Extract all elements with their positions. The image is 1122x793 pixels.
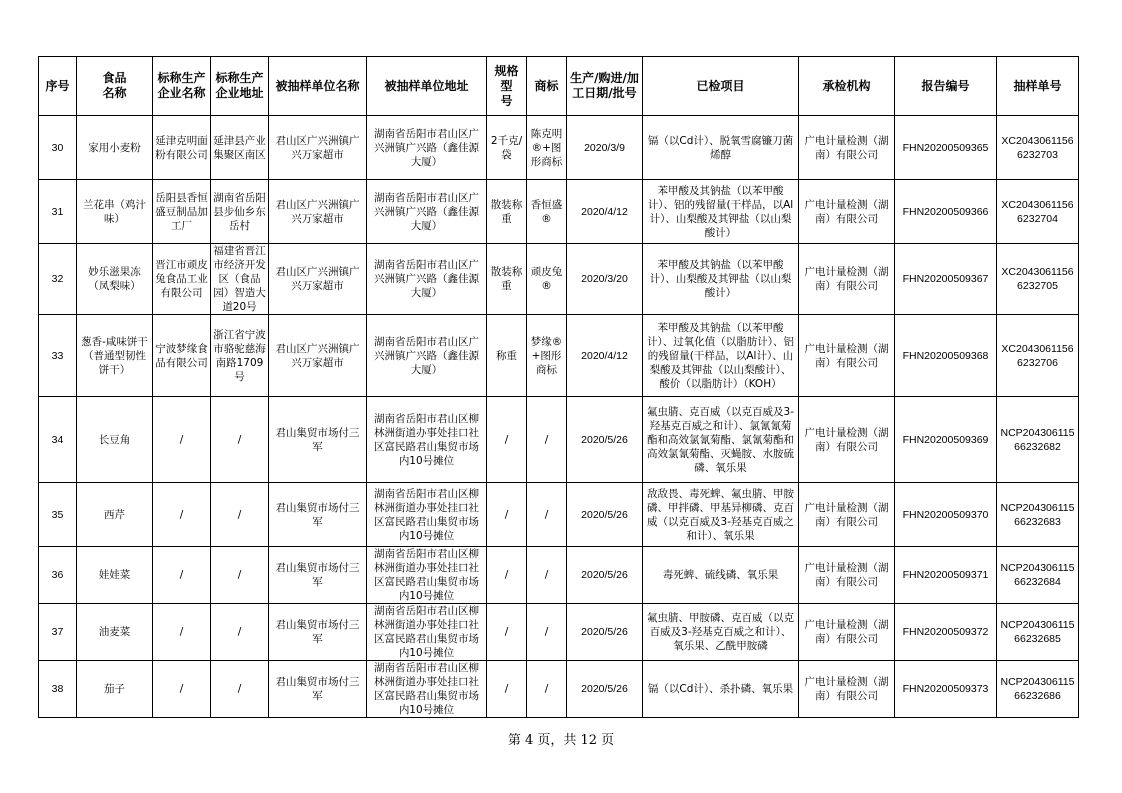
- cell-producer-address: 延津县产业集聚区南区: [211, 116, 269, 180]
- cell-report-number: FHN20200509368: [895, 315, 997, 397]
- header-food-name: 食品 名称: [77, 57, 153, 116]
- cell-seq: 37: [39, 604, 77, 661]
- cell-date: 2020/5/26: [567, 661, 643, 718]
- cell-spec: 2千克/袋: [487, 116, 527, 180]
- cell-report-number: FHN20200509373: [895, 661, 997, 718]
- cell-sample-number: NCP20430611566232685: [997, 604, 1079, 661]
- cell-report-number: FHN20200509367: [895, 244, 997, 315]
- cell-producer: 延津克明面粉有限公司: [153, 116, 211, 180]
- cell-tested-items: 镉（以Cd计）、脱氧雪腐镰刀菌烯醇: [643, 116, 799, 180]
- cell-sampled-unit: 君山集贸市场付三军: [269, 604, 367, 661]
- cell-date: 2020/5/26: [567, 604, 643, 661]
- table-row: [39, 315, 1079, 397]
- cell-food-name: 妙乐滋果冻（凤梨味）: [77, 244, 153, 315]
- cell-producer: /: [153, 604, 211, 661]
- cell-spec: /: [487, 661, 527, 718]
- header-producer: 标称生产 企业名称: [153, 57, 211, 116]
- cell-sample-number: NCP20430611566232684: [997, 547, 1079, 604]
- cell-producer: /: [153, 661, 211, 718]
- table-row: [39, 547, 1079, 604]
- cell-producer-address: /: [211, 661, 269, 718]
- table-row: [39, 661, 1079, 718]
- table-row: [39, 180, 1079, 244]
- cell-food-name: 茄子: [77, 661, 153, 718]
- cell-seq: 30: [39, 116, 77, 180]
- cell-seq: 32: [39, 244, 77, 315]
- cell-sample-number: XC20430611566232706: [997, 315, 1079, 397]
- cell-agency: 广电计量检测（湖南）有限公司: [799, 315, 895, 397]
- cell-seq: 33: [39, 315, 77, 397]
- cell-spec: /: [487, 397, 527, 483]
- cell-producer-address: /: [211, 604, 269, 661]
- cell-agency: 广电计量检测（湖南）有限公司: [799, 116, 895, 180]
- cell-producer: /: [153, 547, 211, 604]
- cell-sampled-address: 湖南省岳阳市君山区广兴洲镇广兴路（鑫佳源大厦）: [367, 244, 487, 315]
- cell-food-name: 娃娃菜: [77, 547, 153, 604]
- cell-food-name: 长豆角: [77, 397, 153, 483]
- cell-report-number: FHN20200509366: [895, 180, 997, 244]
- cell-sampled-unit: 君山区广兴洲镇广兴万家超市: [269, 180, 367, 244]
- cell-brand: /: [527, 483, 567, 547]
- cell-producer-address: /: [211, 483, 269, 547]
- cell-sample-number: XC20430611566232703: [997, 116, 1079, 180]
- cell-seq: 35: [39, 483, 77, 547]
- table-row: [39, 483, 1079, 547]
- cell-producer-address: 湖南省岳阳县步仙乡东岳村: [211, 180, 269, 244]
- header-brand: 商标: [527, 57, 567, 116]
- cell-agency: 广电计量检测（湖南）有限公司: [799, 483, 895, 547]
- cell-sample-number: XC20430611566232705: [997, 244, 1079, 315]
- cell-sampled-address: 湖南省岳阳市君山区广兴洲镇广兴路（鑫佳源大厦）: [367, 315, 487, 397]
- cell-date: 2020/5/26: [567, 397, 643, 483]
- cell-producer: 宁波梦缘食品有限公司: [153, 315, 211, 397]
- cell-seq: 34: [39, 397, 77, 483]
- cell-sampled-unit: 君山集贸市场付三军: [269, 483, 367, 547]
- cell-seq: 36: [39, 547, 77, 604]
- header-seq: 序号: [39, 57, 77, 116]
- cell-sampled-unit: 君山集贸市场付三军: [269, 397, 367, 483]
- cell-sampled-address: 湖南省岳阳市君山区柳林洲街道办事处挂口社区富民路君山集贸市场内10号摊位: [367, 547, 487, 604]
- cell-spec: 散装称重: [487, 180, 527, 244]
- cell-spec: /: [487, 547, 527, 604]
- cell-agency: 广电计量检测（湖南）有限公司: [799, 604, 895, 661]
- page-number-footer: 第 4 页，共 12 页: [507, 733, 615, 748]
- cell-date: 2020/4/12: [567, 180, 643, 244]
- header-sample-number: 抽样单号: [997, 57, 1079, 116]
- cell-agency: 广电计量检测（湖南）有限公司: [799, 244, 895, 315]
- cell-date: 2020/5/26: [567, 547, 643, 604]
- cell-agency: 广电计量检测（湖南）有限公司: [799, 397, 895, 483]
- cell-brand: /: [527, 547, 567, 604]
- cell-sample-number: NCP20430611566232683: [997, 483, 1079, 547]
- cell-tested-items: 苯甲酸及其钠盐（以苯甲酸计）、铝的残留量(干样品，以Al计）、山梨酸及其钾盐（以山梨酸计）: [643, 180, 799, 244]
- cell-tested-items: 苯甲酸及其钠盐（以苯甲酸计）、过氧化值（以脂肪计）、铝的残留量(干样品，以Al计）、山梨酸及其钾盐（以山梨酸计）、酸价（以脂肪计）（KOH）: [643, 315, 799, 397]
- cell-producer-address: /: [211, 397, 269, 483]
- header-sampled-address: 被抽样单位地址: [367, 57, 487, 116]
- cell-agency: 广电计量检测（湖南）有限公司: [799, 547, 895, 604]
- header-tested-items: 已检项目: [643, 57, 799, 116]
- table-header-row: [39, 57, 1079, 116]
- cell-spec: /: [487, 604, 527, 661]
- cell-brand: /: [527, 397, 567, 483]
- cell-sampled-unit: 君山区广兴洲镇广兴万家超市: [269, 116, 367, 180]
- cell-producer: 晋江市顽皮兔食品工业有限公司: [153, 244, 211, 315]
- cell-agency: 广电计量检测（湖南）有限公司: [799, 180, 895, 244]
- inspection-results-table: [38, 56, 1079, 718]
- cell-tested-items: 氟虫腈、克百威（以克百威及3-羟基克百威之和计）、氯氰氰菊酯和高效氯氰菊酯、氯氰菊酯和高效氯氰菊酯、灭蝇胺、水胺硫磷、氧乐果: [643, 397, 799, 483]
- header-report-number: 报告编号: [895, 57, 997, 116]
- cell-food-name: 葱香-咸味饼干（普通型韧性饼干）: [77, 315, 153, 397]
- cell-report-number: FHN20200509371: [895, 547, 997, 604]
- cell-seq: 31: [39, 180, 77, 244]
- cell-tested-items: 苯甲酸及其钠盐（以苯甲酸计）、山梨酸及其钾盐（以山梨酸计）: [643, 244, 799, 315]
- cell-spec: 散装称重: [487, 244, 527, 315]
- table-row: [39, 116, 1079, 180]
- cell-sampled-address: 湖南省岳阳市君山区柳林洲街道办事处挂口社区富民路君山集贸市场内10号摊位: [367, 604, 487, 661]
- cell-food-name: 家用小麦粉: [77, 116, 153, 180]
- cell-spec: /: [487, 483, 527, 547]
- cell-brand: 陈克明®+图形商标: [527, 116, 567, 180]
- cell-sampled-address: 湖南省岳阳市君山区柳林洲街道办事处挂口社区富民路君山集贸市场内10号摊位: [367, 483, 487, 547]
- cell-brand: /: [527, 661, 567, 718]
- cell-producer: /: [153, 483, 211, 547]
- cell-report-number: FHN20200509369: [895, 397, 997, 483]
- cell-brand: 顽皮兔®: [527, 244, 567, 315]
- header-sampled-unit: 被抽样单位名称: [269, 57, 367, 116]
- cell-sample-number: NCP20430611566232682: [997, 397, 1079, 483]
- cell-agency: 广电计量检测（湖南）有限公司: [799, 661, 895, 718]
- cell-date: 2020/3/20: [567, 244, 643, 315]
- header-date: 生产/购进/加 工日期/批号: [567, 57, 643, 116]
- cell-date: 2020/5/26: [567, 483, 643, 547]
- header-producer-address: 标称生产 企业地址: [211, 57, 269, 116]
- cell-seq: 38: [39, 661, 77, 718]
- cell-food-name: 油麦菜: [77, 604, 153, 661]
- cell-spec: 称重: [487, 315, 527, 397]
- cell-sample-number: NCP20430611566232686: [997, 661, 1079, 718]
- cell-sample-number: XC20430611566232704: [997, 180, 1079, 244]
- cell-tested-items: 敌敌畏、毒死蜱、氟虫腈、甲胺磷、甲拌磷、甲基异柳磷、克百威（以克百威及3-羟基克百威之和计）、氧乐果: [643, 483, 799, 547]
- cell-report-number: FHN20200509372: [895, 604, 997, 661]
- cell-producer-address: 浙江省宁波市骆驼慈海南路1709号: [211, 315, 269, 397]
- cell-sampled-address: 湖南省岳阳市君山区广兴洲镇广兴路（鑫佳源大厦）: [367, 116, 487, 180]
- header-agency: 承检机构: [799, 57, 895, 116]
- cell-report-number: FHN20200509365: [895, 116, 997, 180]
- header-spec: 规格型 号: [487, 57, 527, 116]
- cell-brand: /: [527, 604, 567, 661]
- cell-sampled-unit: 君山集贸市场付三军: [269, 547, 367, 604]
- cell-date: 2020/4/12: [567, 315, 643, 397]
- cell-sampled-unit: 君山区广兴洲镇广兴万家超市: [269, 244, 367, 315]
- cell-food-name: 兰花串（鸡汁味）: [77, 180, 153, 244]
- cell-sampled-unit: 君山集贸市场付三军: [269, 661, 367, 718]
- cell-sampled-unit: 君山区广兴洲镇广兴万家超市: [269, 315, 367, 397]
- table-row: [39, 604, 1079, 661]
- cell-report-number: FHN20200509370: [895, 483, 997, 547]
- cell-tested-items: 镉（以Cd计）、杀扑磷、氧乐果: [643, 661, 799, 718]
- cell-food-name: 西芹: [77, 483, 153, 547]
- cell-brand: 梦缘®+图形商标: [527, 315, 567, 397]
- cell-brand: 香恒盛®: [527, 180, 567, 244]
- cell-producer: 岳阳县香恒盛豆制品加工厂: [153, 180, 211, 244]
- table-row: [39, 397, 1079, 483]
- cell-sampled-address: 湖南省岳阳市君山区柳林洲街道办事处挂口社区富民路君山集贸市场内10号摊位: [367, 661, 487, 718]
- cell-sampled-address: 湖南省岳阳市君山区柳林洲街道办事处挂口社区富民路君山集贸市场内10号摊位: [367, 397, 487, 483]
- table-row: [39, 244, 1079, 315]
- cell-producer-address: 福建省晋江市经济开发区（食品园）智造大道20号: [211, 244, 269, 315]
- cell-date: 2020/3/9: [567, 116, 643, 180]
- cell-producer-address: /: [211, 547, 269, 604]
- cell-tested-items: 氟虫腈、甲胺磷、克百威（以克百威及3-羟基克百威之和计）、氧乐果、乙酰甲胺磷: [643, 604, 799, 661]
- cell-sampled-address: 湖南省岳阳市君山区广兴洲镇广兴路（鑫佳源大厦）: [367, 180, 487, 244]
- cell-tested-items: 毒死蜱、硫线磷、氧乐果: [643, 547, 799, 604]
- cell-producer: /: [153, 397, 211, 483]
